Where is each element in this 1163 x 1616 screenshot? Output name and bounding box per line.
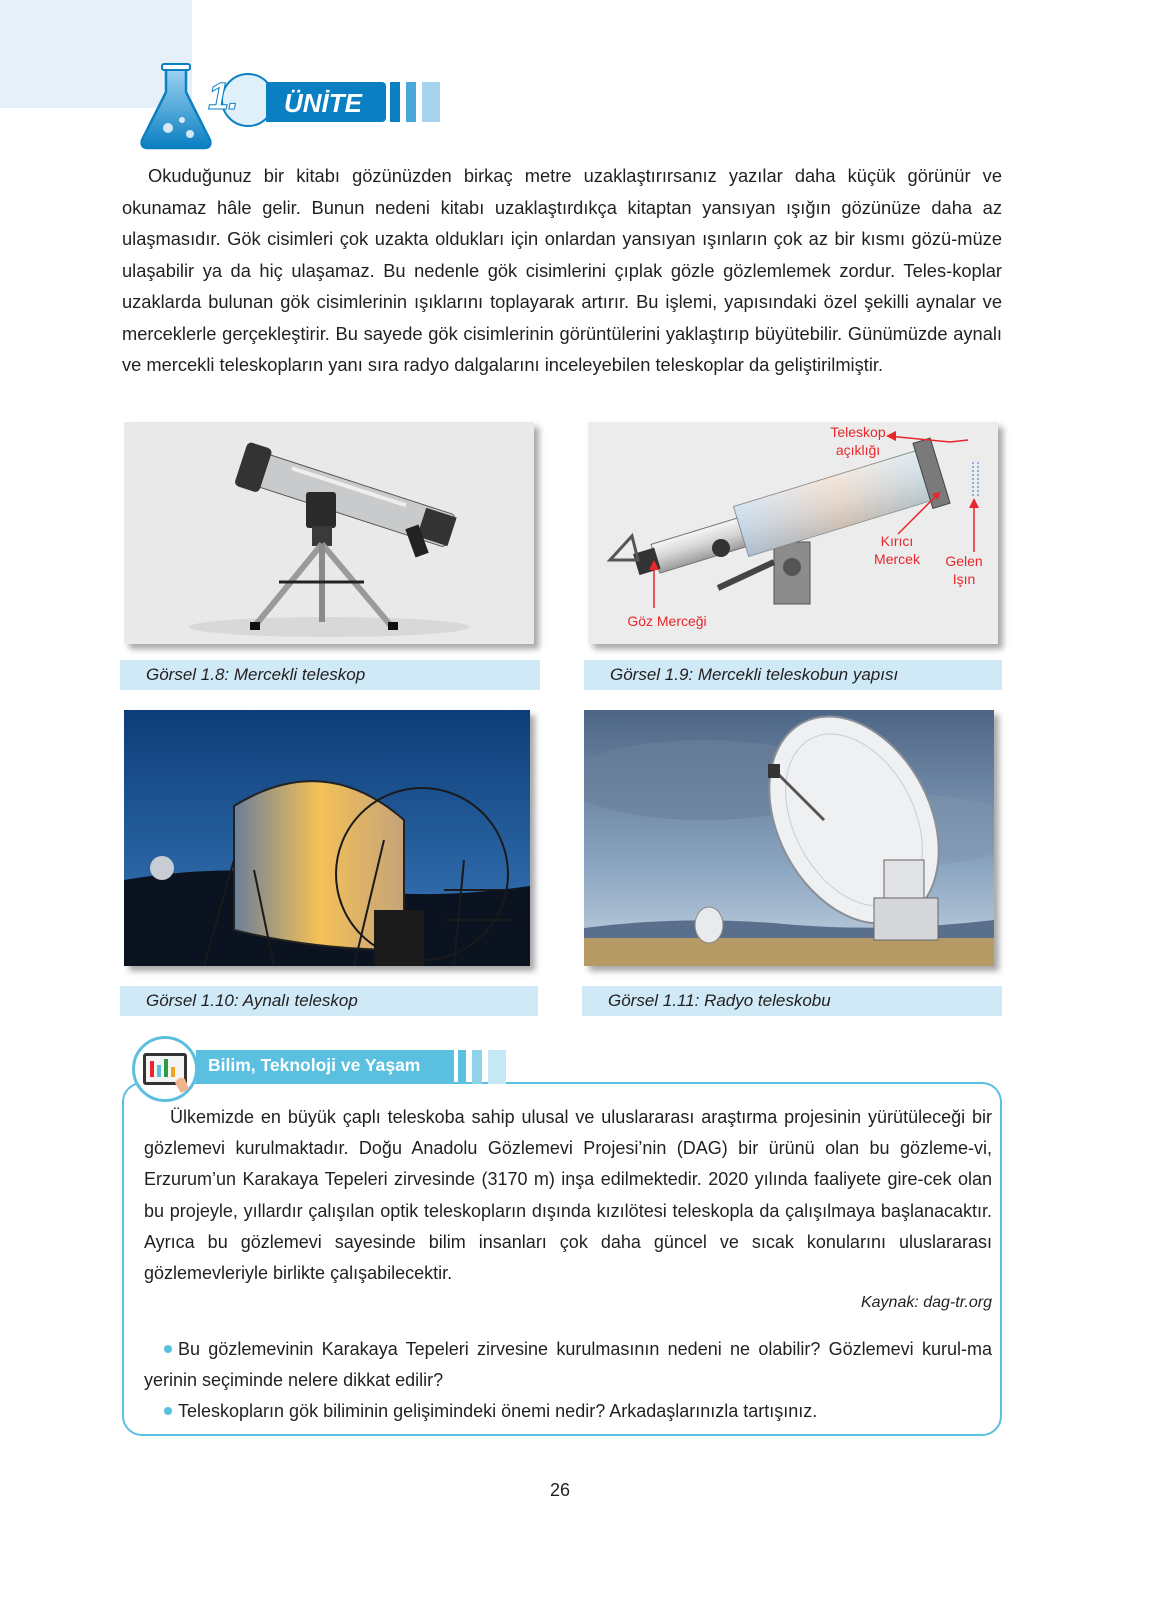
stripe-2 — [406, 82, 416, 122]
unit-number: 1. — [208, 76, 238, 118]
bty-stripe-1 — [458, 1050, 466, 1084]
figure-1-8 — [124, 422, 534, 644]
caption-fig-1-10: Görsel 1.10: Aynalı teleskop — [120, 986, 538, 1016]
label-refracting-lens: Kırıcı Mercek — [874, 533, 920, 567]
bullet-icon — [164, 1407, 172, 1415]
bty-circle — [132, 1036, 198, 1102]
bty-paragraph: Ülkemizde en büyük çaplı teleskoba sahip ulusal ve uluslararası araştırma projesinin yürütüleceği bir gözlemevi kurulmaktadır. Doğu Anadolu Gözlemevi Projesi’nin (DAG) bir ürünü olan bu gözleme-vi, Erzurum’un Karakaya Tepeleri zirvesinde (3170 m) inşa edilmektedir. 2020 yılında faaliyete gire-cek olan bu projeyle, yıllardır çalışılan optik teleskopların dışında kızılötesi teleskopla da çalışılmaya başlanacaktır. Ayrıca bu gözlemevi sayesinde bilim insanları çok daha güncel ve sıcak konularını uluslararası gözlemevleriyle birlikte çalışabilecektir. — [144, 1107, 992, 1284]
bty-title: Bilim, Teknoloji ve Yaşam — [208, 1055, 421, 1075]
bty-questions — [144, 1334, 992, 1427]
figure-1-11 — [584, 710, 994, 966]
intro-paragraph: Okuduğunuz bir kitabı gözünüzden birkaç metre uzaklaştırırsanız yazılar daha küçük görünür ve okunamaz hâle gelir. Bunun nedeni kitabı uzaklaştırdıkça kitaptan yansıyan ışığın gözünüze daha az ulaşmasıdır. Gök cisimleri çok uzakta oldukları için onlardan yansıyan ışınların çok az bir kısmı gözü-müze ulaşabilir ya da hiç ulaşamaz. Bu nedenle gök cisimlerini çıplak gözle gözlemlemek zordur. Teles-koplar uzaklarda bulunan gök cisimlerinin ışıklarını toplayarak artırır. Bu işlemi, yapısındaki özel şekilli aynalar ve merceklerle gerçekleştirir. Bu sayede gök cisimlerinin görüntülerini yaklaştırıp büyütebilir. Günümüzde aynalı ve mercekli teleskopların yanı sıra radyo dalgalarını inceleyebilen teleskoplar da geliştirilmiştir. — [122, 165, 1002, 375]
figure-1-9 — [588, 422, 998, 644]
page-number: 26 — [549, 1480, 571, 1500]
caption-fig-1-8: Görsel 1.8: Mercekli teleskop — [120, 660, 540, 690]
source-note: Kaynak: dag-tr.org — [860, 1294, 992, 1311]
bty-stripe-3 — [488, 1050, 506, 1084]
bty-text — [144, 1102, 992, 1289]
intro-text — [122, 160, 1002, 381]
flask-icon — [138, 62, 268, 154]
question-item: Bu gözlemevinin Karakaya Tepeleri zirvesine kurulmasının nedeni ne olabilir? Gözlemevi kurul-ma yerinin seçiminde nelere dikkat edilir? — [144, 1339, 992, 1390]
unit-label: ÜNİTE — [284, 88, 362, 118]
bullet-icon — [164, 1345, 172, 1353]
unit-header — [138, 62, 458, 154]
bty-header — [132, 1036, 512, 1106]
question-item: Teleskopların gök biliminin gelişimindeki önemi nedir? Arkadaşlarınızla tartışınız. — [144, 1396, 992, 1427]
reflecting-telescope-image — [124, 710, 530, 966]
radio-telescope-image — [584, 710, 994, 966]
stripe-1 — [390, 82, 400, 122]
telescope-structure-diagram — [588, 422, 998, 644]
caption-fig-1-9: Görsel 1.9: Mercekli teleskobun yapısı — [584, 660, 1002, 690]
label-telescope-aperture: Teleskop açıklığı — [830, 424, 886, 458]
tablet-icon — [135, 1039, 195, 1099]
bty-stripe-2 — [472, 1050, 482, 1084]
label-incoming-ray: Gelen Işın — [945, 553, 983, 587]
refracting-telescope-image — [124, 422, 534, 644]
stripe-3 — [422, 82, 440, 122]
caption-fig-1-11: Görsel 1.11: Radyo teleskobu — [582, 986, 1002, 1016]
figure-1-10 — [124, 710, 530, 966]
label-eyepiece: Göz Merceği — [627, 613, 707, 629]
